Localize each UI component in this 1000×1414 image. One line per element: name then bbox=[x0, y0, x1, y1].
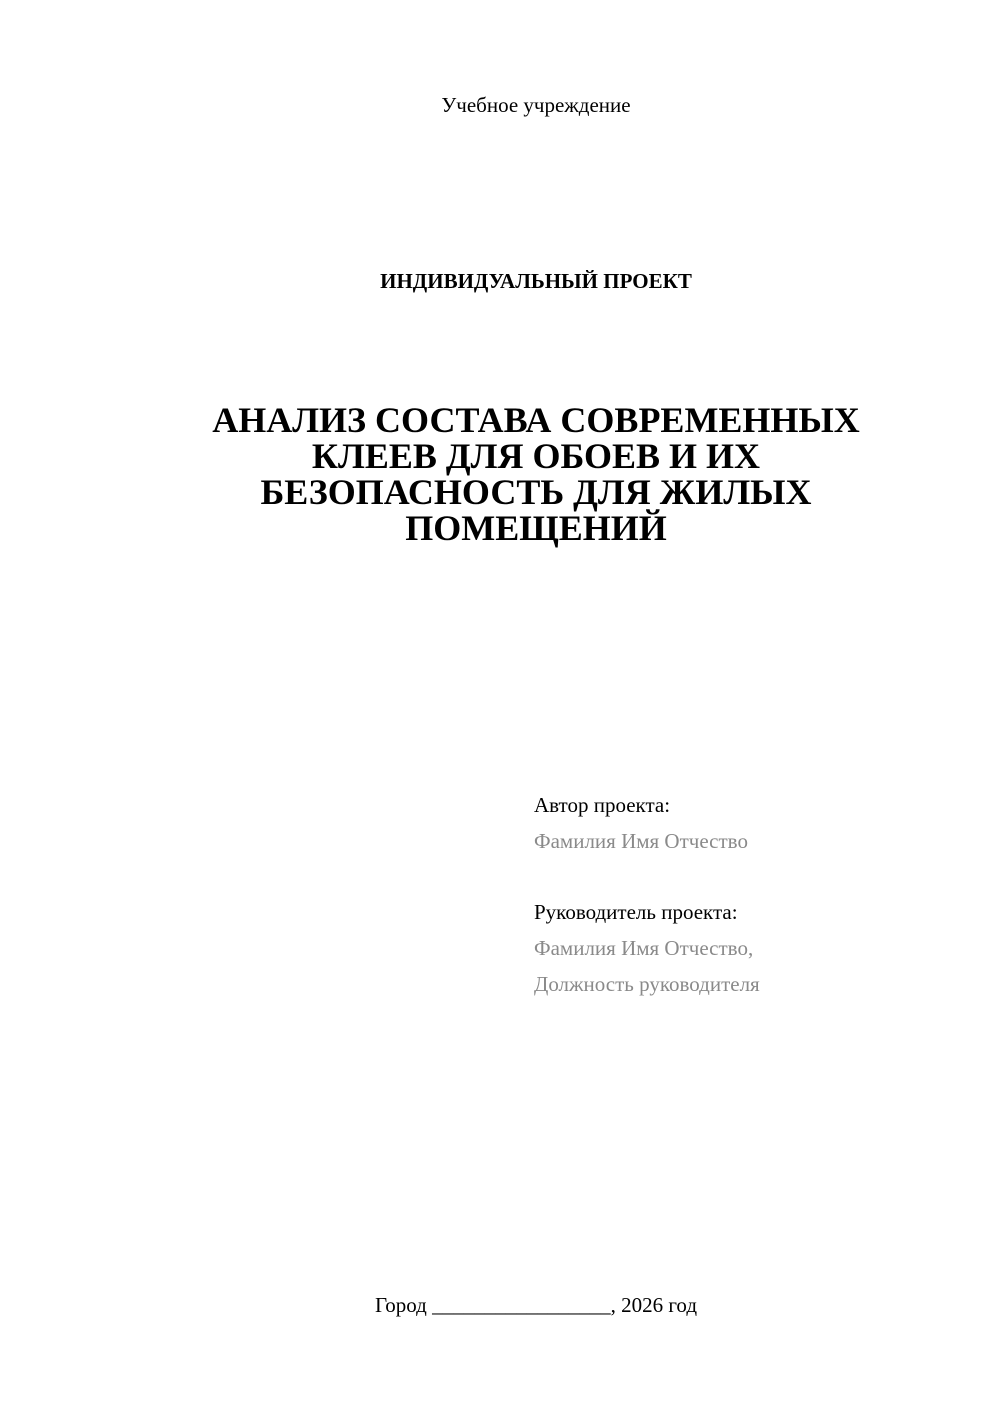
author-name: Фамилия Имя Отчество bbox=[534, 829, 748, 853]
project-title-line: ПОМЕЩЕНИЙ bbox=[405, 508, 667, 548]
supervisor-label: Руководитель проекта: bbox=[534, 900, 738, 924]
project-title bbox=[150, 402, 922, 546]
author-block bbox=[534, 787, 748, 859]
institution-name: Учебное учреждение bbox=[441, 93, 631, 117]
supervisor-name: Фамилия Имя Отчество, bbox=[534, 936, 754, 960]
city-year-line: Город _________________, 2026 год bbox=[374, 1293, 698, 1317]
project-title-line: БЕЗОПАСНОСТЬ ДЛЯ ЖИЛЫХ bbox=[260, 472, 812, 512]
supervisor-block bbox=[534, 894, 760, 1002]
supervisor-position: Должность руководителя bbox=[534, 972, 760, 996]
project-title-line: АНАЛИЗ СОСТАВА СОВРЕМЕННЫХ bbox=[212, 400, 860, 440]
author-label: Автор проекта: bbox=[534, 793, 671, 817]
project-title-line: КЛЕЕВ ДЛЯ ОБОЕВ И ИХ bbox=[311, 436, 761, 476]
document-type: ИНДИВИДУАЛЬНЫЙ ПРОЕКТ bbox=[380, 269, 692, 293]
